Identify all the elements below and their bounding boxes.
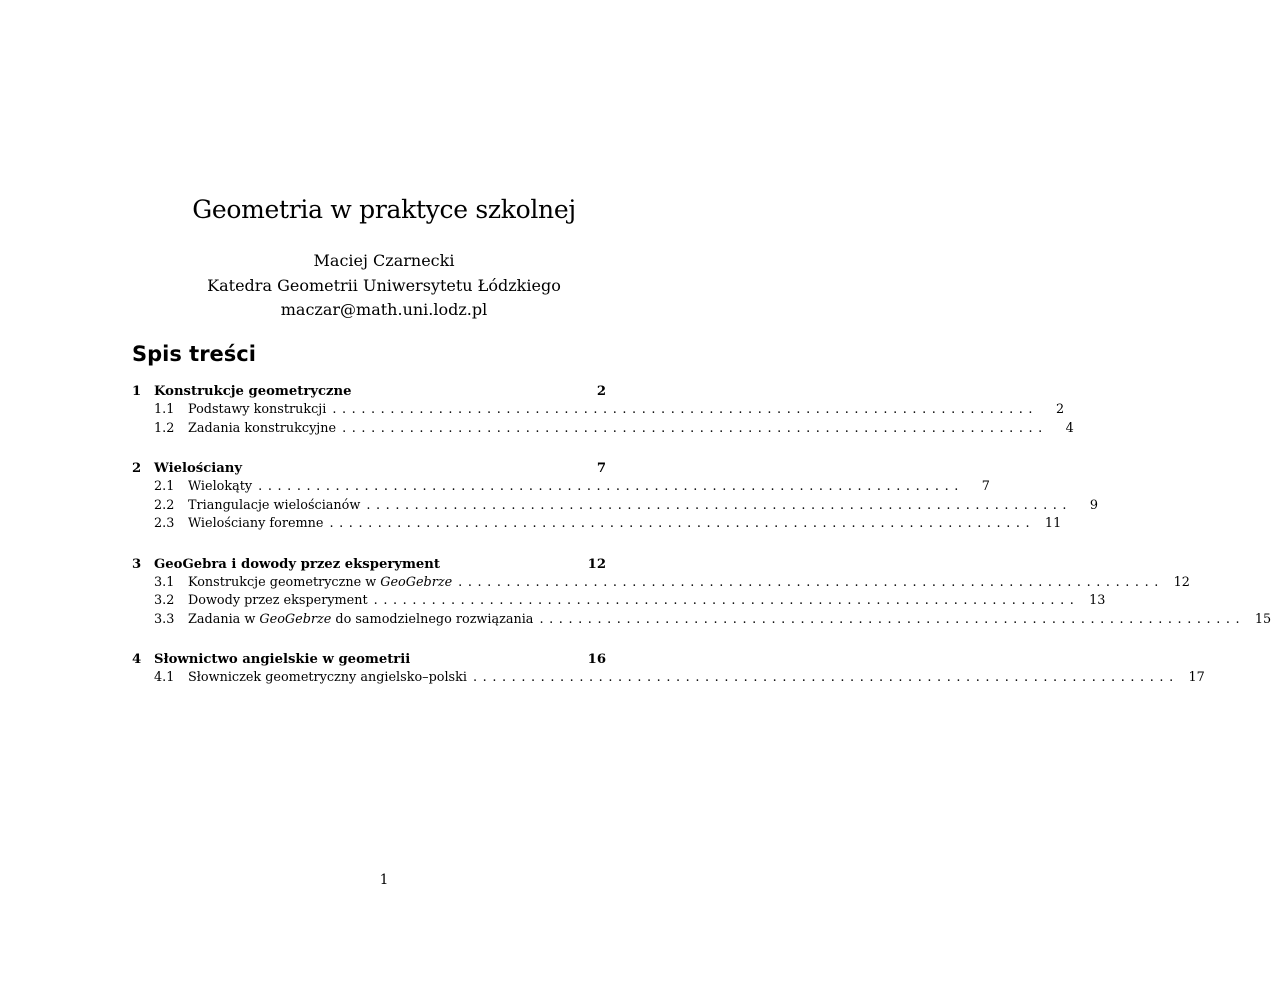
subsection-page: 11: [1044, 516, 1062, 531]
toc-subsection-entry[interactable]: [132, 592, 1106, 611]
toc-section: [132, 382, 1074, 438]
toc-subsection-entry[interactable]: [132, 515, 1062, 534]
subsection-title: Wielościany foremne: [188, 515, 329, 534]
subsection-number: 3.2: [154, 593, 175, 608]
subsection-number: 1.1: [154, 402, 175, 417]
toc-section-entry[interactable]: [132, 650, 606, 669]
toc-section: [132, 650, 1205, 688]
dot-leader: .........................................................................: [539, 611, 1246, 627]
dot-leader: .........................................................................: [472, 670, 1179, 685]
page-number: 1: [379, 872, 389, 888]
section-title: Słownictwo angielskie w geometrii: [154, 652, 411, 667]
subsection-number: 3.1: [154, 574, 175, 590]
subsection-title-text: do samodzielnego rozwiązania: [331, 611, 534, 627]
subsection-title: Triangulacje wielościanów: [188, 497, 366, 516]
section-title: GeoGebra i dowody przez eksperyment: [154, 556, 440, 572]
subsection-title: Słowniczek geometryczny angielsko–polski: [188, 669, 473, 688]
section-page: 16: [587, 652, 606, 667]
subsection-page: 13: [1089, 593, 1106, 608]
section-number: 1: [132, 384, 142, 399]
subsection-title-emphasis: GeoGebrze: [259, 611, 332, 627]
toc-section-entry[interactable]: [132, 382, 606, 401]
table-of-contents: [132, 382, 1271, 709]
author-affiliation: Katedra Geometrii Uniwersytetu Łódzkiego: [207, 275, 561, 295]
toc-heading: Spis treści: [132, 342, 256, 366]
toc-section: [132, 459, 1099, 534]
subsection-number: 4.1: [154, 670, 175, 685]
toc-subsection-entry[interactable]: [132, 497, 1099, 516]
subsection-title-text: Zadania w: [188, 611, 260, 627]
subsection-title: Podstawy konstrukcji: [188, 401, 332, 420]
subsection-number: 2.3: [154, 516, 175, 531]
subsection-number: 3.3: [154, 611, 175, 627]
document-title: Geometria w praktyce szkolnej: [192, 195, 576, 224]
subsection-page: 15: [1254, 611, 1271, 627]
subsection-title: Wielokąty: [188, 478, 258, 497]
dot-leader: .........................................................................: [329, 516, 1036, 531]
section-number: 4: [132, 652, 142, 667]
section-title: Konstrukcje geometryczne: [154, 384, 352, 399]
subsection-page: 9: [1089, 497, 1099, 513]
subsection-title: [188, 611, 539, 630]
dot-leader: .........................................................................: [332, 402, 1039, 417]
dot-leader: .........................................................................: [373, 593, 1080, 608]
subsection-page: 4: [1065, 420, 1074, 436]
toc-section: [132, 555, 1271, 630]
toc-subsection-entry[interactable]: [132, 611, 1271, 630]
toc-subsection-entry[interactable]: [132, 574, 1190, 593]
subsection-title: [188, 574, 458, 593]
toc-section-entry[interactable]: [132, 555, 606, 574]
section-page: 12: [587, 556, 606, 572]
author-block: [0, 249, 768, 323]
section-number: 2: [132, 461, 142, 476]
subsection-page: 17: [1188, 670, 1205, 685]
subsection-number: 1.2: [154, 420, 175, 436]
subsection-number: 2.1: [154, 479, 175, 494]
subsection-title: Zadania konstrukcyjne: [188, 420, 342, 439]
section-number: 3: [132, 556, 142, 572]
dot-leader: .........................................................................: [366, 497, 1073, 513]
toc-subsection-entry[interactable]: [132, 478, 990, 497]
section-page: 7: [596, 461, 606, 476]
subsection-number: 2.2: [154, 497, 175, 513]
subsection-title-emphasis: GeoGebrze: [380, 574, 453, 590]
dot-leader: .........................................................................: [458, 574, 1164, 590]
dot-leader: .........................................................................: [342, 420, 1048, 436]
toc-subsection-entry[interactable]: [132, 420, 1074, 439]
subsection-page: 7: [981, 479, 990, 494]
toc-section-entry[interactable]: [132, 459, 606, 478]
subsection-title-text: Konstrukcje geometryczne w: [188, 574, 381, 590]
section-page: 2: [596, 384, 606, 399]
toc-subsection-entry[interactable]: [132, 669, 1205, 688]
author-email: maczar@math.uni.lodz.pl: [280, 300, 488, 319]
section-title: Wielościany: [154, 461, 243, 476]
author-name: Maciej Czarnecki: [313, 251, 455, 270]
toc-subsection-entry[interactable]: [132, 401, 1065, 420]
subsection-title: Dowody przez eksperyment: [188, 592, 374, 611]
dot-leader: .........................................................................: [258, 479, 964, 494]
subsection-page: 2: [1055, 402, 1065, 417]
subsection-page: 12: [1173, 574, 1190, 590]
